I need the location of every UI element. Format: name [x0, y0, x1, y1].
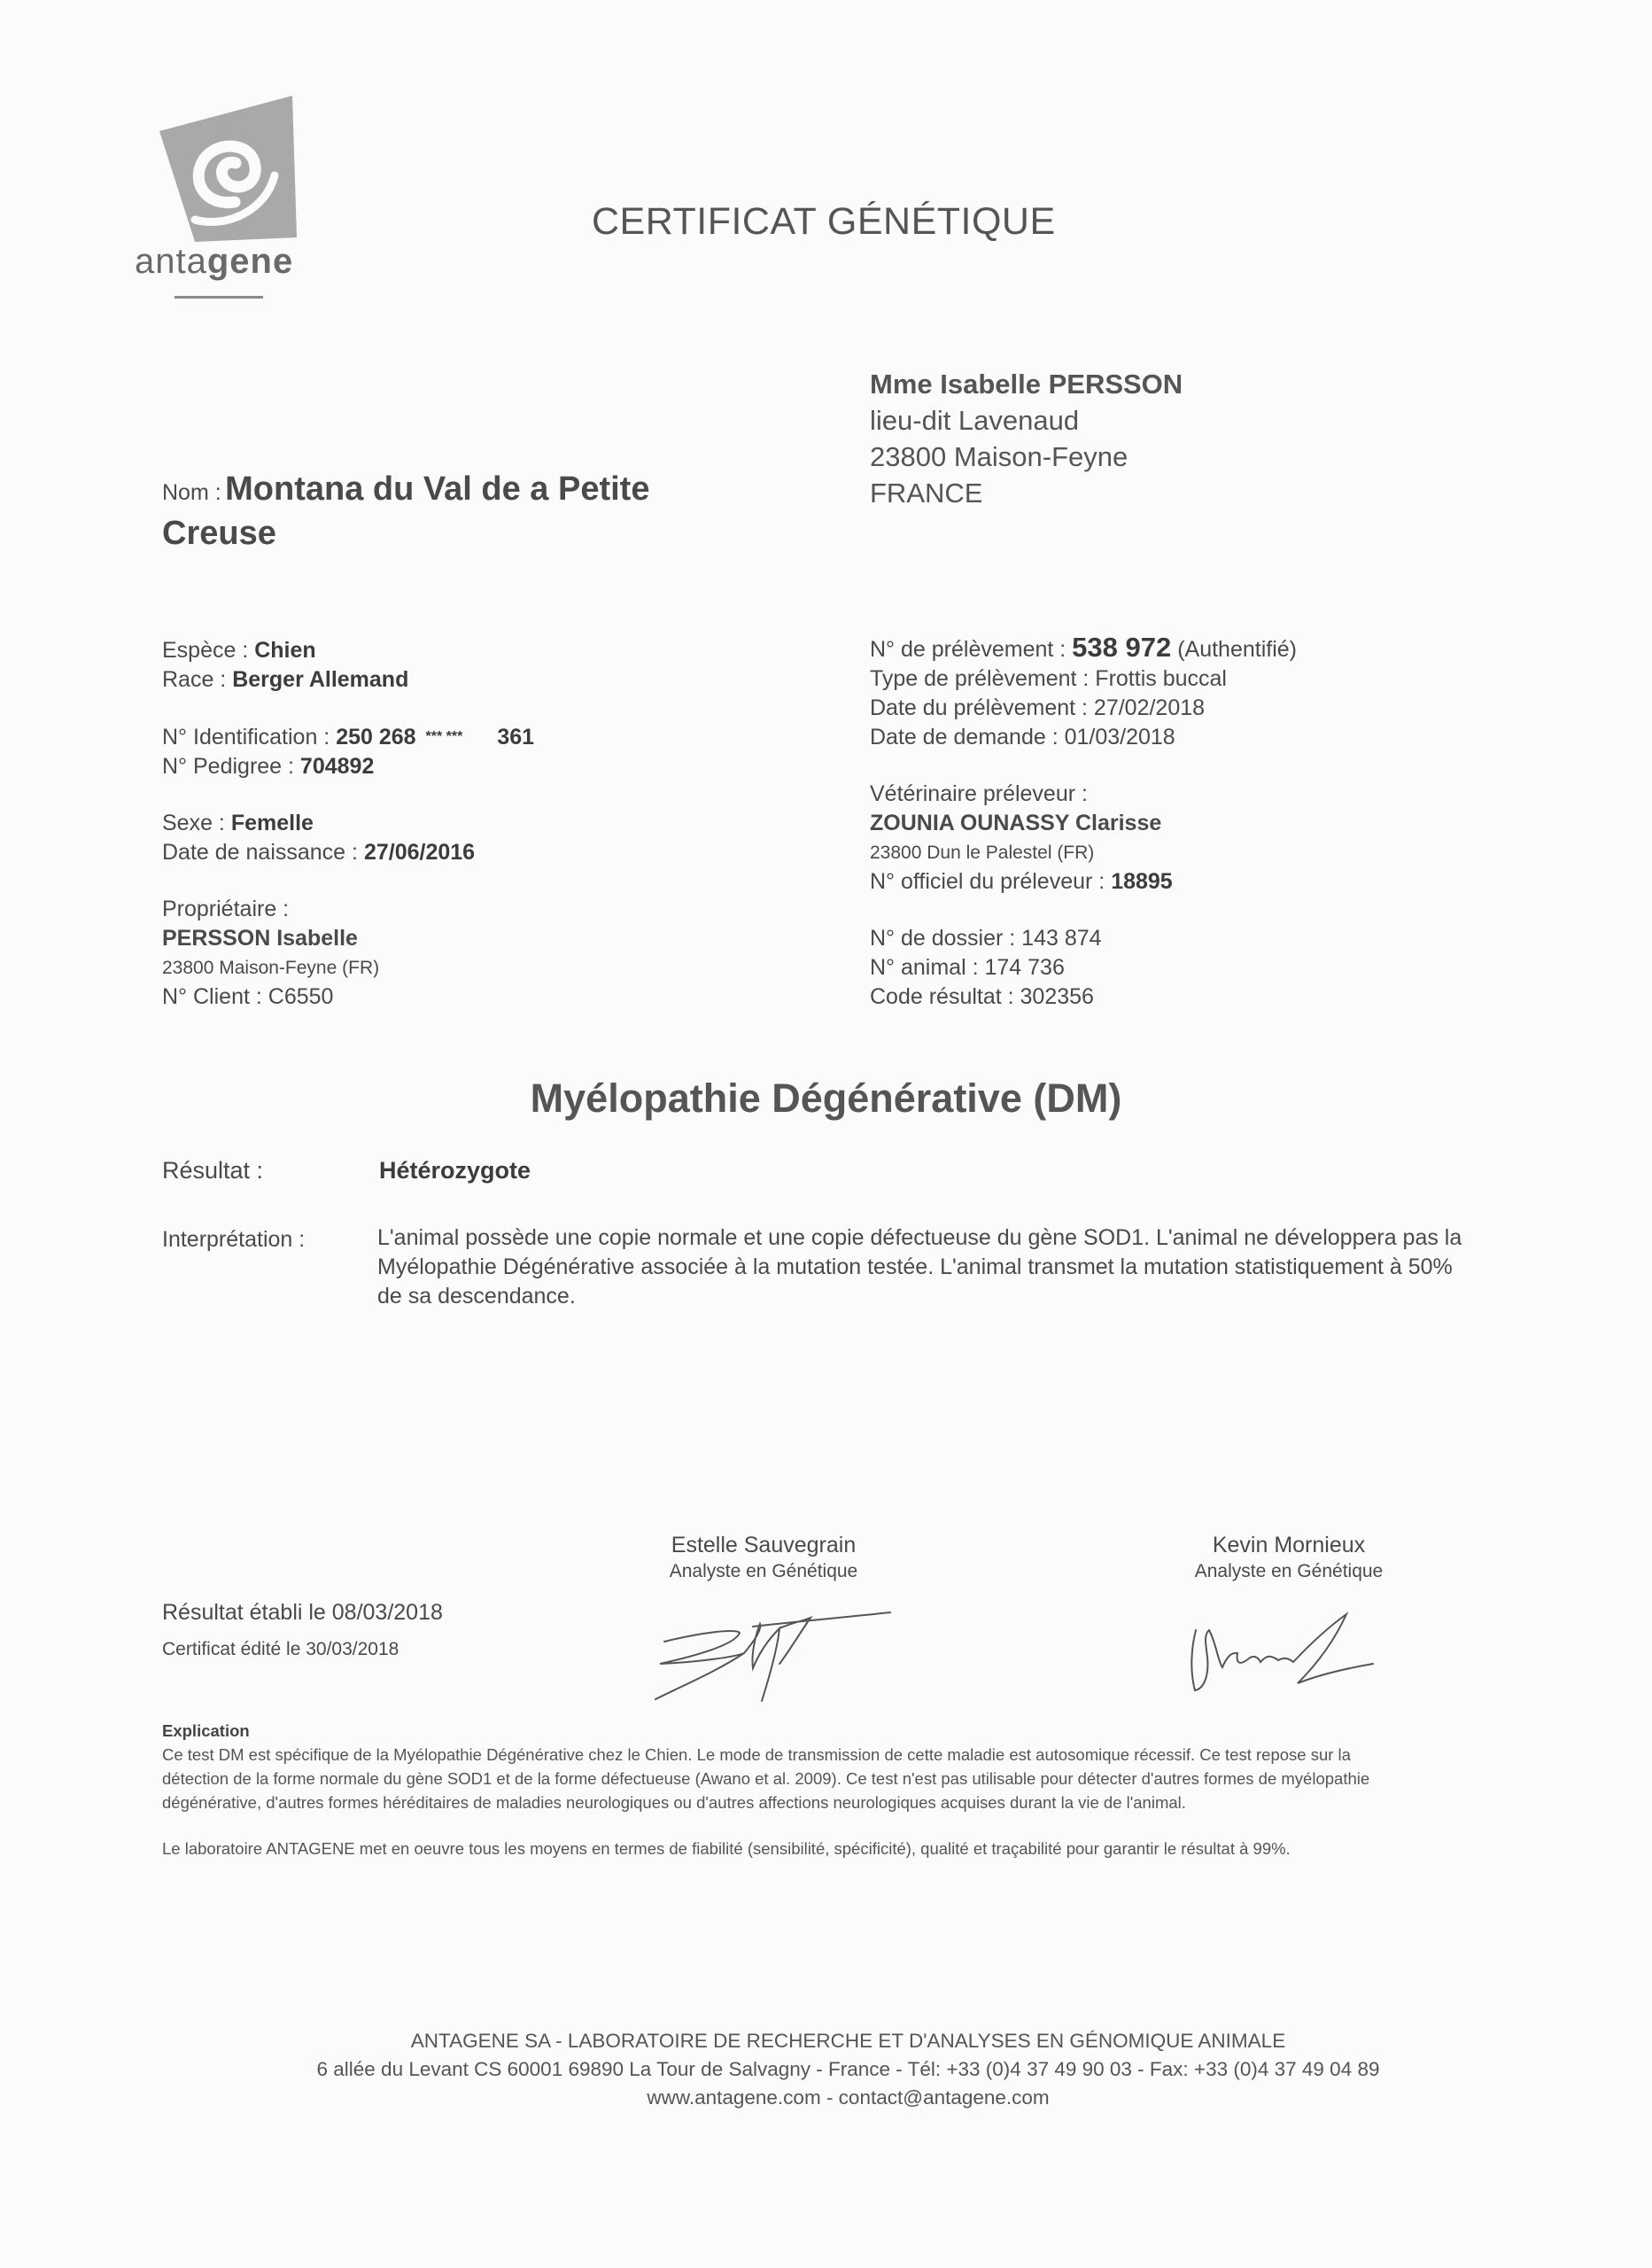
signatory-2-role: Analyste en Génétique	[1194, 1561, 1384, 1581]
signatory-2	[1156, 1533, 1422, 1582]
explanation-line2: détection de la forme normale du gène SOD1 et de la forme défectueuse (Awano et al. 2009). Ce test n'est pas utilisable pour détecter d'autres formes de myélopathie	[162, 1769, 1370, 1788]
animal-no-row: N° animal : 174 736	[870, 955, 1065, 980]
recipient-address	[870, 366, 1183, 511]
sample-info	[870, 633, 1297, 1012]
recipient-line1: lieu-dit Lavenaud	[870, 405, 1080, 436]
reliability-statement: Le laboratoire ANTAGENE met en oeuvre tous les moyens en termes de fiabilité (sensibilité, spécificité), qualité et traçabilité pour garantir le résultat à 99%.	[162, 1839, 1291, 1858]
footer-line3: www.antagene.com - contact@antagene.com	[647, 2086, 1050, 2109]
result-label: Résultat :	[162, 1157, 264, 1184]
naissance-row: Date de naissance : 27/06/2016	[162, 840, 476, 865]
animal-name-line2: Creuse	[162, 515, 276, 552]
name-label: Nom :	[162, 480, 221, 505]
recipient-line3: FRANCE	[870, 478, 983, 509]
explanation-block	[162, 1719, 1544, 1860]
identification-row: N° Identification : 250 268 *** *** 361	[162, 725, 535, 750]
date-demande: Date de demande : 01/03/2018	[870, 725, 1175, 750]
signatory-1-role: Analyste en Génétique	[669, 1561, 858, 1581]
client-row: N° Client : C6550	[162, 984, 334, 1009]
page-title: CERTIFICAT GÉNÉTIQUE	[592, 200, 1056, 243]
signatory-2-name: Kevin Mornieux	[1212, 1533, 1366, 1557]
vet-name: ZOUNIA OUNASSY Clarisse	[870, 811, 1162, 835]
certificate-date: Certificat édité le 30/03/2018	[162, 1639, 399, 1659]
date-prelevement: Date du prélèvement : 27/02/2018	[870, 695, 1206, 720]
logo-wordmark: antagene	[135, 242, 294, 281]
proprietaire-address: 23800 Maison-Feyne (FR)	[162, 958, 380, 978]
signatory-1-name: Estelle Sauvegrain	[671, 1533, 857, 1557]
type-prelevement: Type de prélèvement : Frottis buccal	[870, 666, 1227, 691]
race-row: Race : Berger Allemand	[162, 667, 409, 692]
prelevement-row: N° de prélèvement : 538 972 (Authentifié)	[870, 632, 1297, 663]
animal-name-block	[162, 467, 649, 555]
recipient-name: Mme Isabelle PERSSON	[870, 369, 1183, 400]
interpretation-label: Interprétation :	[162, 1227, 306, 1252]
vet-officiel-row: N° officiel du préleveur : 18895	[870, 869, 1173, 894]
explanation-line3: dégénérative, d'autres formes héréditaires de maladies neurologiques ou d'autres affections neurologiques acquises durant la vie de l'animal.	[162, 1793, 1186, 1812]
explanation-line1: Ce test DM est spécifique de la Myélopathie Dégénérative chez le Chien. Le mode de transmission de cette maladie est autosomique récessif. Ce test repose sur la	[162, 1745, 1351, 1764]
recipient-line2: 23800 Maison-Feyne	[870, 441, 1128, 472]
vet-label: Vétérinaire préleveur :	[870, 781, 1088, 806]
pedigree-row: N° Pedigree : 704892	[162, 754, 375, 779]
explanation-title: Explication	[162, 1721, 250, 1740]
footer-line1: ANTAGENE SA - LABORATOIRE DE RECHERCHE ET D'ANALYSES EN GÉNOMIQUE ANIMALE	[410, 2030, 1286, 2052]
sexe-row: Sexe : Femelle	[162, 811, 314, 835]
signatory-1	[631, 1533, 896, 1582]
signature-1-icon	[647, 1602, 904, 1708]
interpretation-text: L'animal possède une copie normale et une copie défectueuse du gène SOD1. L'animal ne développera pas la Myélopathie Dégénérative associée à la mutation testée. L'animal transmet la mutation statistiquement à 50% de sa descendance.	[377, 1225, 1462, 1309]
proprietaire-name: PERSSON Isabelle	[162, 926, 358, 951]
proprietaire-label: Propriétaire :	[162, 897, 290, 921]
footer-line2: 6 allée du Levant CS 60001 69890 La Tour de Salvagny - France - Tél: +33 (0)4 37 49 90 03 - Fax: +33 (0)4 37 49 04 89	[316, 2058, 1380, 2080]
identification-mask: *** ***	[425, 729, 463, 744]
code-resultat-row: Code résultat : 302356	[870, 984, 1094, 1009]
signature-2-icon	[1183, 1604, 1386, 1701]
dossier-row: N° de dossier : 143 874	[870, 926, 1102, 951]
logo-swirl-icon	[142, 96, 310, 251]
test-title: Myélopathie Dégénérative (DM)	[530, 1076, 1122, 1121]
antagene-logo	[133, 96, 310, 308]
vet-address: 23800 Dun le Palestel (FR)	[870, 843, 1095, 863]
logo-underline	[175, 296, 263, 299]
espece-row: Espèce : Chien	[162, 638, 316, 663]
footer	[0, 2027, 1652, 2112]
result-value: Hétérozygote	[379, 1157, 531, 1184]
animal-name-line1: Montana du Val de a Petite	[225, 470, 650, 508]
result-date: Résultat établi le 08/03/2018	[162, 1600, 443, 1625]
animal-info	[162, 636, 534, 1012]
